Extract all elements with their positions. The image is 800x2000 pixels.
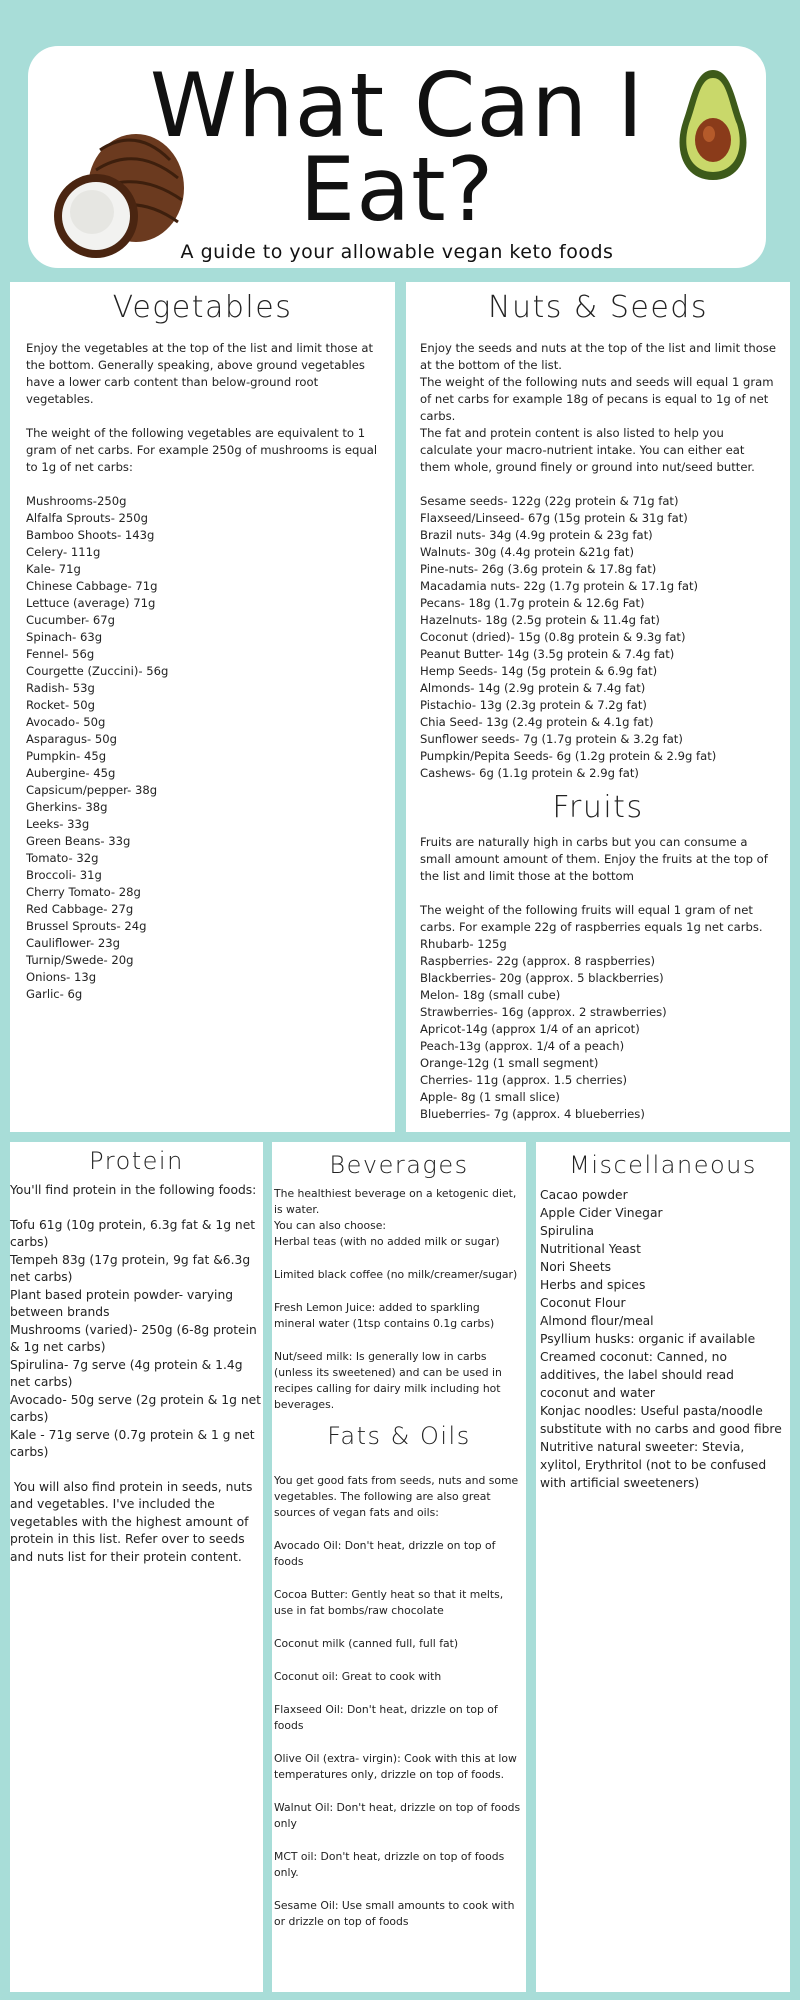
list-item: Spinach- 63g xyxy=(26,630,103,644)
list-item: Courgette (Zuccini)- 56g xyxy=(26,664,169,678)
coconut-illustration xyxy=(40,130,190,260)
list-item: Walnuts- 30g (4.4g protein &21g fat) xyxy=(420,545,634,559)
list-item: Cucumber- 67g xyxy=(26,613,115,627)
list-item: Leeks- 33g xyxy=(26,817,90,831)
nuts-seeds-intro: Enjoy the seeds and nuts at the top of the list and limit those at the bottom of the list. The weight of the following nuts and seeds will equal 1 gram of net carbs for example 18g of pecans is equal to 1g of net carbs. The fat and protein content is also listed to help you calculate your macro-nutrient intake. You can either eat them whole, ground finely or ground into nut/seed butter. xyxy=(420,341,776,474)
list-item: Pecans- 18g (1.7g protein & 12.6g Fat) xyxy=(420,596,645,610)
beverages-panel xyxy=(272,1142,526,1992)
page-subtitle: A guide to your allowable vegan keto foods xyxy=(180,241,614,263)
list-item: Tomato- 32g xyxy=(26,851,99,865)
list-item: Peanut Butter- 14g (3.5g protein & 7.4g fat) xyxy=(420,647,675,661)
protein-intro: You'll find protein in the following foods: xyxy=(10,1183,257,1197)
nuts-seeds-panel xyxy=(406,282,790,1132)
list-item: Pistachio- 13g (2.3g protein & 7.2g fat) xyxy=(420,698,647,712)
list-item: Pine-nuts- 26g (3.6g protein & 17.8g fat) xyxy=(420,562,657,576)
list-item: Konjac noodles: Useful pasta/noodle substitute with no carbs and good fibre xyxy=(540,1404,782,1436)
list-item: Chinese Cabbage- 71g xyxy=(26,579,158,593)
protein-title: Protein xyxy=(89,1147,184,1175)
list-item: Bamboo Shoots- 143g xyxy=(26,528,155,542)
list-item: Chia Seed- 13g (2.4g protein & 4.1g fat) xyxy=(420,715,654,729)
list-item: Cherry Tomato- 28g xyxy=(26,885,141,899)
list-item: Fennel- 56g xyxy=(26,647,95,661)
avocado-illustration xyxy=(673,66,753,186)
list-item: Orange-12g (1 small segment) xyxy=(420,1056,599,1070)
list-item: Peach-13g (approx. 1/4 of a peach) xyxy=(420,1039,625,1053)
list-item: Psyllium husks: organic if available xyxy=(540,1332,756,1346)
list-item: Avocado Oil: Don't heat, drizzle on top of foods xyxy=(274,1539,499,1568)
list-item: Blackberries- 20g (approx. 5 blackberries) xyxy=(420,971,664,985)
list-item: Apple Cider Vinegar xyxy=(540,1206,663,1220)
list-item: Flaxseed Oil: Don't heat, drizzle on top of foods xyxy=(274,1703,502,1732)
list-item: Coconut Flour xyxy=(540,1296,626,1310)
nuts-seeds-title: Nuts & Seeds xyxy=(488,290,708,325)
header-banner xyxy=(28,46,766,268)
list-item: Rocket- 50g xyxy=(26,698,95,712)
vegetables-weight-note: The weight of the following vegetables are equivalent to 1 gram of net carbs. For example 250g of mushrooms is equal to 1g of net carbs: xyxy=(26,426,381,474)
list-item: Cashews- 6g (1.1g protein & 2.9g fat) xyxy=(420,766,639,780)
list-item: Avocado- 50g xyxy=(26,715,106,729)
list-item: Garlic- 6g xyxy=(26,987,83,1001)
protein-panel xyxy=(10,1142,263,1992)
list-item: Gherkins- 38g xyxy=(26,800,108,814)
list-item: Kale- 71g xyxy=(26,562,81,576)
list-item: Cherries- 11g (approx. 1.5 cherries) xyxy=(420,1073,628,1087)
miscellaneous-title: Miscellaneous xyxy=(569,1151,757,1179)
list-item: Mushrooms-250g xyxy=(26,494,127,508)
list-item: Pumpkin- 45g xyxy=(26,749,107,763)
list-item: Avocado- 50g serve (2g protein & 1g net carbs) xyxy=(10,1392,262,1424)
list-item: Cacao powder xyxy=(540,1188,628,1202)
list-item: Brazil nuts- 34g (4.9g protein & 23g fat) xyxy=(420,528,653,542)
miscellaneous-list xyxy=(540,1186,786,1492)
list-item: Almonds- 14g (2.9g protein & 7.4g fat) xyxy=(420,681,646,695)
list-item: Sunflower seeds- 7g (1.7g protein & 3.2g fat) xyxy=(420,732,683,746)
vegetables-list xyxy=(26,493,379,1003)
list-item: Green Beans- 33g xyxy=(26,834,131,848)
list-item: Hazelnuts- 18g (2.5g protein & 11.4g fat) xyxy=(420,613,660,627)
list-item: Cauliflower- 23g xyxy=(26,936,121,950)
list-item: Blueberries- 7g (approx. 4 blueberries) xyxy=(420,1107,645,1121)
list-item: Brussel Sprouts- 24g xyxy=(26,919,147,933)
list-item: Pumpkin/Pepita Seeds- 6g (1.2g protein & 2.9g fat) xyxy=(420,749,717,763)
fats-oils-title: Fats & Oils xyxy=(327,1422,471,1450)
list-item: Herbs and spices xyxy=(540,1278,646,1292)
list-item: Cocoa Butter: Gently heat so that it melts, use in fat bombs/raw chocolate xyxy=(274,1588,507,1617)
list-item: Raspberries- 22g (approx. 8 raspberries) xyxy=(420,954,656,968)
list-item: Capsicum/pepper- 38g xyxy=(26,783,158,797)
list-item: MCT oil: Don't heat, drizzle on top of foods only. xyxy=(274,1850,508,1879)
beverages-title: Beverages xyxy=(329,1151,469,1179)
vegetables-title: Vegetables xyxy=(112,290,293,325)
list-item: Almond flour/meal xyxy=(540,1314,654,1328)
list-item: Radish- 53g xyxy=(26,681,95,695)
list-item: Rhubarb- 125g xyxy=(420,937,507,951)
list-item: Strawberries- 16g (approx. 2 strawberries) xyxy=(420,1005,667,1019)
fruits-list xyxy=(420,936,776,1123)
list-item: Plant based protein powder- varying between brands xyxy=(10,1287,234,1319)
list-item: Sesame Oil: Use small amounts to cook with or drizzle on top of foods xyxy=(274,1899,518,1928)
title-line-1: What Can I xyxy=(149,54,645,157)
list-item: Aubergine- 45g xyxy=(26,766,116,780)
beverages-intro: The healthiest beverage on a ketogenic diet, is water. You can also choose: Herbal teas (with no added milk or sugar) xyxy=(274,1187,517,1248)
list-item: Limited black coffee (no milk/creamer/sugar) xyxy=(274,1268,518,1281)
list-item: Mushrooms (varied)- 250g (6-8g protein & 1g net carbs) xyxy=(10,1322,257,1354)
list-item: Spirulina xyxy=(540,1224,595,1238)
protein-outro: You will also find protein in seeds, nuts and vegetables. I've included the vegetables with the highest amount of protein in this list. Refer over to seeds and nuts list for their protein content. xyxy=(10,1479,257,1564)
list-item: Onions- 13g xyxy=(26,970,97,984)
list-item: Macadamia nuts- 22g (1.7g protein & 17.1g fat) xyxy=(420,579,699,593)
fruits-title: Fruits xyxy=(552,790,644,825)
list-item: Fresh Lemon Juice: added to sparkling mineral water (1tsp contains 0.1g carbs) xyxy=(274,1301,495,1330)
miscellaneous-panel xyxy=(536,1142,790,1992)
list-item: Apple- 8g (1 small slice) xyxy=(420,1090,560,1104)
list-item: Apricot-14g (approx 1/4 of an apricot) xyxy=(420,1022,640,1036)
list-item: Tofu 61g (10g protein, 6.3g fat & 1g net carbs) xyxy=(10,1217,256,1249)
list-item: Nut/seed milk: Is generally low in carbs (unless its sweetened) and can be used in recipes calling for dairy milk including hot beverages. xyxy=(274,1350,506,1411)
list-item: Coconut (dried)- 15g (0.8g protein & 9.3g fat) xyxy=(420,630,686,644)
list-item: Nori Sheets xyxy=(540,1260,612,1274)
protein-list xyxy=(10,1217,263,1462)
list-item: Coconut oil: Great to cook with xyxy=(274,1670,442,1683)
list-item: Nutritional Yeast xyxy=(540,1242,641,1256)
list-item: Turnip/Swede- 20g xyxy=(26,953,134,967)
nuts-seeds-list xyxy=(420,493,776,782)
vegetables-intro: Enjoy the vegetables at the top of the list and limit those at the bottom. Generally speaking, above ground vegetables have a lower carb content than below-ground root vegetables. xyxy=(26,341,377,406)
title-line-2: Eat? xyxy=(299,138,495,241)
list-item: Lettuce (average) 71g xyxy=(26,596,156,610)
list-item: Red Cabbage- 27g xyxy=(26,902,134,916)
list-item: Spirulina- 7g serve (4g protein & 1.4g net carbs) xyxy=(10,1357,243,1389)
list-item: Hemp Seeds- 14g (5g protein & 6.9g fat) xyxy=(420,664,658,678)
list-item: Kale - 71g serve (0.7g protein & 1 g net carbs) xyxy=(10,1427,255,1459)
list-item: Asparagus- 50g xyxy=(26,732,118,746)
list-item: Coconut milk (canned full, full fat) xyxy=(274,1637,459,1650)
list-item: Melon- 18g (small cube) xyxy=(420,988,561,1002)
list-item: Celery- 111g xyxy=(26,545,101,559)
fats-oils-intro: You get good fats from seeds, nuts and some vegetables. The following are also great sources of vegan fats and oils: xyxy=(274,1474,522,1519)
list-item: Walnut Oil: Don't heat, drizzle on top of foods only xyxy=(274,1801,524,1830)
list-item: Sesame seeds- 122g (22g protein & 71g fat) xyxy=(420,494,679,508)
list-item: Creamed coconut: Canned, no additives, the label should read coconut and water xyxy=(540,1350,734,1400)
list-item: Tempeh 83g (17g protein, 9g fat &6.3g net carbs) xyxy=(10,1252,251,1284)
vegetables-panel xyxy=(10,282,395,1132)
fruits-weight-note: The weight of the following fruits will equal 1 gram of net carbs. For example 22g of raspberries equals 1g net carbs. xyxy=(420,903,763,934)
list-item: Olive Oil (extra- virgin): Cook with this at low temperatures only, drizzle on top of foods. xyxy=(274,1752,521,1781)
list-item: Broccoli- 31g xyxy=(26,868,102,882)
fruits-intro: Fruits are naturally high in carbs but you can consume a small amount amount of them. Enjoy the fruits at the top of the list and limit those at the bottom xyxy=(420,835,772,883)
list-item: Alfalfa Sprouts- 250g xyxy=(26,511,149,525)
list-item: Nutritive natural sweeter: Stevia, xylitol, Erythritol (not to be confused with artificial sweeteners) xyxy=(540,1440,767,1490)
list-item: Flaxseed/Linseed- 67g (15g protein & 31g fat) xyxy=(420,511,688,525)
